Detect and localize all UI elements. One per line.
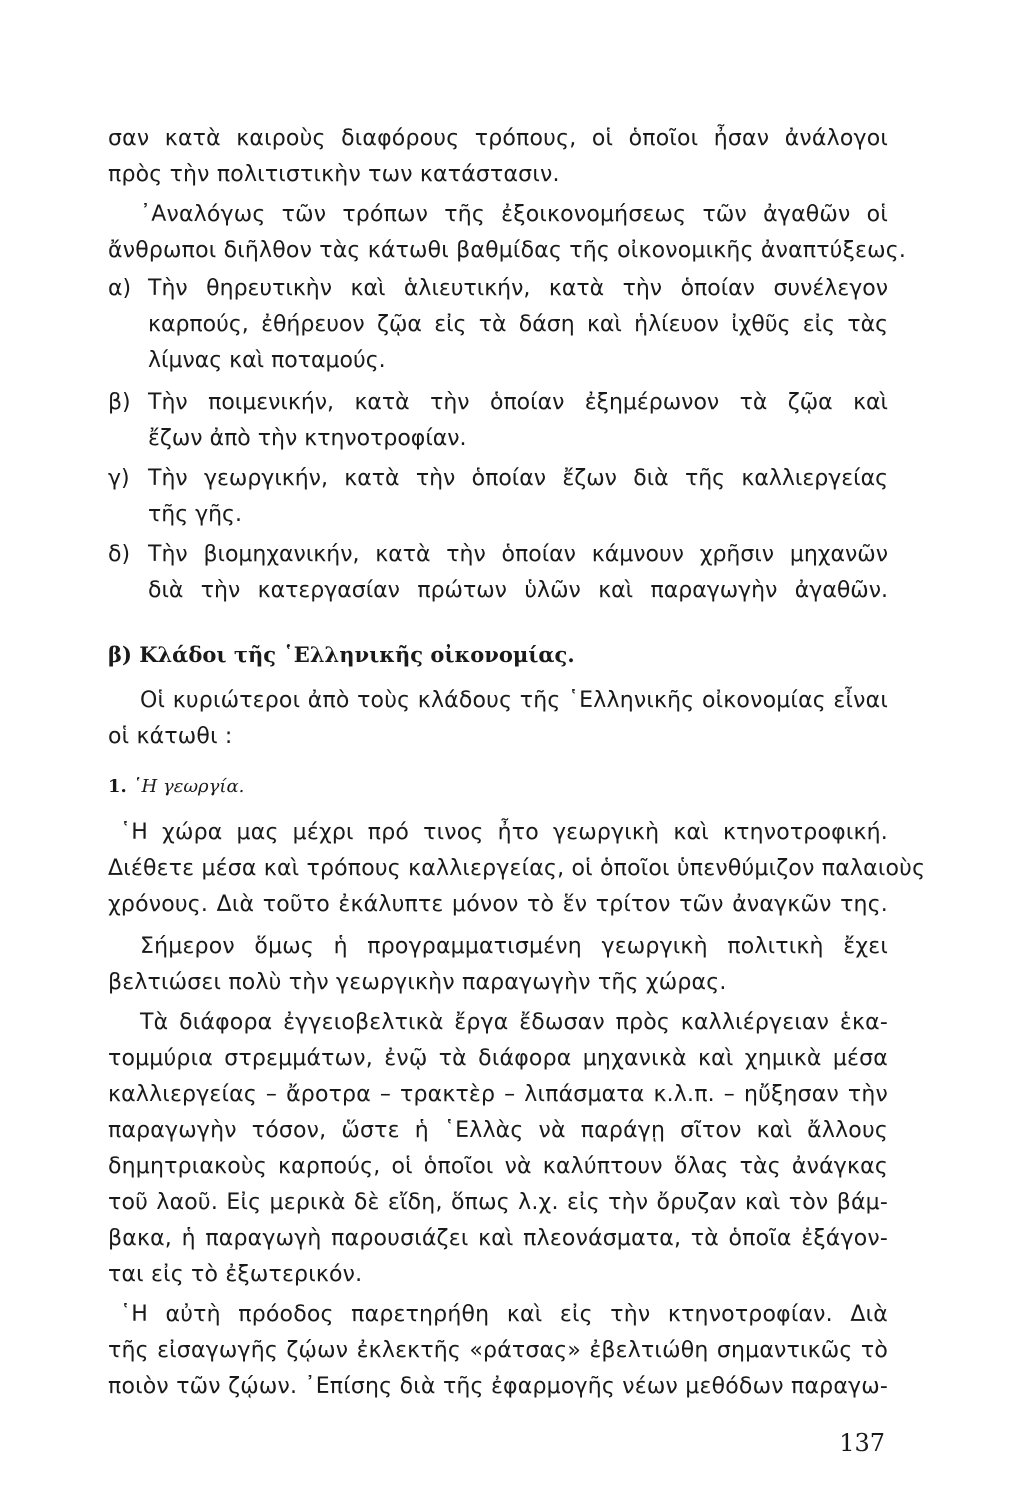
stage-b-line-1: Τὴν ποιμενικήν, κατὰ τὴν ὁποίαν ἐξημέρωνον τὰ ζῷα καὶ (148, 390, 888, 415)
body-p4-line-2: τῆς εἰσαγωγῆς ζῴων ἐκλεκτῆς «ράτσας» ἐβελτιώθη σημαντικῶς τὸ (108, 1338, 888, 1363)
subsection-number: 1. (108, 776, 127, 797)
body-p2-line-1: Σήμερον ὅμως ἡ προγραμματισμένη γεωργικὴ πολιτικὴ ἔχει (140, 934, 888, 959)
page-number: 137 (839, 1429, 885, 1457)
stage-b-line-2: ἔζων ἀπὸ τὴν κτηνοτροφίαν. (148, 426, 467, 451)
stage-label-b: β) (108, 390, 131, 415)
stages-paragraph-line-1: ᾽Αναλόγως τῶν τρόπων τῆς ἐξοικονομήσεως τῶν ἀγαθῶν οἱ (140, 202, 888, 227)
body-p1-line-1: ῾Η χώρα μας μέχρι πρό τινος ἦτο γεωργικὴ καὶ κτηνοτροφική. (120, 820, 888, 845)
stage-d-line-2: διὰ τὴν κατεργασίαν πρώτων ὑλῶν καὶ παραγωγὴν ἀγαθῶν. (148, 578, 888, 603)
section-intro-line-1: Οἱ κυριώτεροι ἀπὸ τοὺς κλάδους τῆς ῾Ελληνικῆς οἰκονομίας εἶναι (140, 688, 888, 713)
stage-label-c: γ) (108, 466, 130, 491)
subsection-heading (108, 774, 244, 800)
stage-d-line-1: Τὴν βιομηχανικήν, κατὰ τὴν ὁποίαν κάμνουν χρῆσιν μηχανῶν (148, 542, 888, 567)
stage-c-line-2: τῆς γῆς. (148, 502, 242, 527)
stages-paragraph-line-2: ἄνθρωποι διῆλθον τὰς κάτωθι βαθμίδας τῆς οἰκονομικῆς ἀναπτύξεως. (108, 238, 907, 263)
section-intro-line-2: οἱ κάτωθι : (108, 724, 233, 749)
intro-line-2: πρὸς τὴν πολιτιστικὴν των κατάστασιν. (108, 162, 560, 187)
stage-label-d: δ) (108, 542, 131, 567)
body-p3-line-7: βακα, ἡ παραγωγὴ παρουσιάζει καὶ πλεονάσματα, τὰ ὁποῖα ἐξάγον- (108, 1226, 888, 1251)
stage-a-line-2: καρπούς, ἐθήρευον ζῷα εἰς τὰ δάση καὶ ἡλίευον ἰχθῦς εἰς τὰς (148, 312, 888, 337)
stage-a-line-3: λίμνας καὶ ποταμούς. (148, 348, 386, 373)
body-p3-line-4: παραγωγὴν τόσον, ὥστε ἡ ῾Ελλὰς νὰ παράγῃ σῖτον καὶ ἄλλους (108, 1118, 888, 1143)
body-p3-line-6: τοῦ λαοῦ. Εἰς μερικὰ δὲ εἴδη, ὅπως λ.χ. εἰς τὴν ὄρυζαν καὶ τὸν βάμ- (108, 1190, 888, 1215)
body-p3-line-1: Τὰ διάφορα ἐγγειοβελτικὰ ἔργα ἔδωσαν πρὸς καλλιέργειαν ἑκα- (140, 1010, 888, 1035)
body-p3-line-5: δημητριακοὺς καρπούς, οἱ ὁποῖοι νὰ καλύπτουν ὅλας τὰς ἀνάγκας (108, 1154, 888, 1179)
stage-label-a: α) (108, 276, 132, 301)
body-p3-line-3: καλλιεργείας – ἄροτρα – τρακτὲρ – λιπάσματα κ.λ.π. – ηὔξησαν τὴν (108, 1082, 888, 1107)
body-p1-line-3: χρόνους. Διὰ τοῦτο ἐκάλυπτε μόνον τὸ ἕν τρίτον τῶν ἀναγκῶν της. (108, 892, 888, 917)
section-heading: β) Κλάδοι τῆς ῾Ελληνικῆς οἰκονομίας. (108, 642, 575, 667)
subsection-title: ῾Η γεωργία. (132, 776, 245, 797)
body-p1-line-2: Διέθετε μέσα καὶ τρόπους καλλιεργείας, οἱ ὁποῖοι ὑπενθύμιζον παλαιοὺς (108, 856, 926, 881)
stage-a-line-1: Τὴν θηρευτικὴν καὶ ἁλιευτικήν, κατὰ τὴν ὁποίαν συνέλεγον (148, 276, 888, 301)
body-p3-line-8: ται εἰς τὸ ἐξωτερικόν. (108, 1262, 363, 1287)
body-p4-line-1: ῾Η αὐτὴ πρόοδος παρετηρήθη καὶ εἰς τὴν κτηνοτροφίαν. Διὰ (120, 1302, 888, 1327)
body-p4-line-3: ποιὸν τῶν ζῴων. ᾽Επίσης διὰ τῆς ἐφαρμογῆς νέων μεθόδων παραγω- (108, 1374, 888, 1399)
body-p3-line-2: τομμύρια στρεμμάτων, ἐνῷ τὰ διάφορα μηχανικὰ καὶ χημικὰ μέσα (108, 1046, 888, 1071)
intro-line-1: σαν κατὰ καιροὺς διαφόρους τρόπους, οἱ ὁποῖοι ἦσαν ἀνάλογοι (108, 126, 888, 151)
body-p2-line-2: βελτιώσει πολὺ τὴν γεωργικὴν παραγωγὴν τῆς χώρας. (108, 970, 727, 995)
stage-c-line-1: Τὴν γεωργικήν, κατὰ τὴν ὁποίαν ἔζων διὰ τῆς καλλιεργείας (148, 466, 888, 491)
